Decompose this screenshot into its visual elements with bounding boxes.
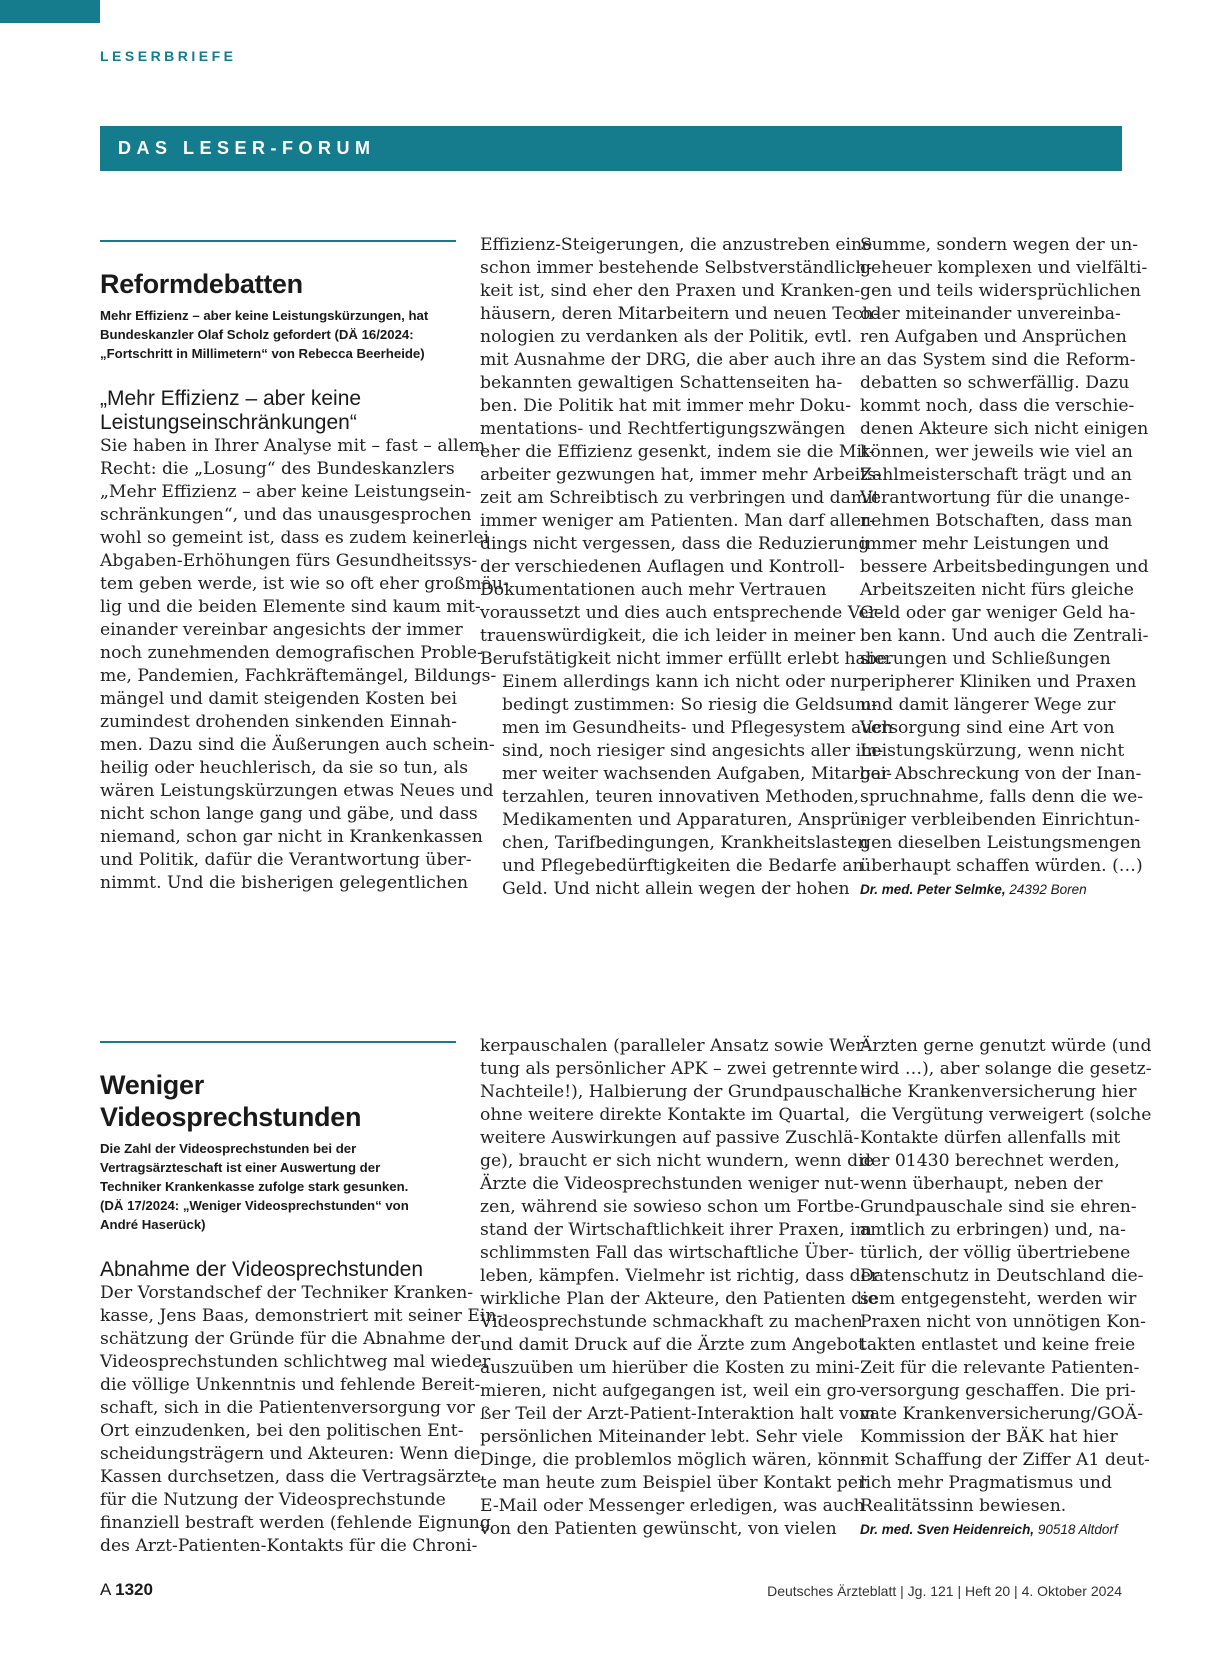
text-line: ben. Die Politik hat mit immer mehr Doku- xyxy=(480,396,852,416)
text-line: peripherer Kliniken und Praxen xyxy=(860,672,1137,692)
text-line: finanziell bestraft werden (fehlende Eignung xyxy=(100,1513,491,1533)
text-line: eher die Effizienz gesenkt, indem sie die Mit- xyxy=(480,442,875,462)
text-line: Abgaben-Erhöhungen fürs Gesundheitssys- xyxy=(100,551,478,571)
text-line: men im Gesundheits- und Pflegesystem auch xyxy=(502,718,894,738)
text-line: nologien zu verdanken als der Politik, evtl. xyxy=(480,327,853,347)
text-line: nicht schon lange gang und gäbe, und dass xyxy=(100,804,478,824)
text-line: Grundpauschale sind sie ehren- xyxy=(860,1197,1137,1217)
text-line: noch zunehmenden demografischen Proble- xyxy=(100,643,483,663)
article-1-column-2 xyxy=(480,234,894,901)
text-line: „Mehr Effizienz – aber keine xyxy=(100,387,362,410)
forum-banner xyxy=(100,126,1122,171)
text-line: Medikamenten und Apparaturen, Ansprü- xyxy=(502,810,867,830)
text-line: die Vergütung verweigert (solche xyxy=(860,1105,1152,1125)
text-line: Leistungskürzung, wenn nicht xyxy=(860,741,1125,761)
text-line: persönlichen Miteinander lebt. Sehr viele xyxy=(480,1427,844,1447)
text-line: Versorgung sind eine Art von xyxy=(860,718,1115,738)
text-line: die völlige Unkenntnis und fehlende Bereit- xyxy=(100,1375,481,1395)
text-line: der 01430 berechnet werden, xyxy=(860,1151,1120,1171)
text-line: lich mehr Pragmatismus und xyxy=(860,1473,1112,1493)
article-2-column-2 xyxy=(480,1035,879,1541)
text-line: Einem allerdings kann ich nicht oder nur xyxy=(502,672,861,692)
text-line: takten entlastet und keine freie xyxy=(860,1335,1136,1355)
text-line: Praxen nicht von unnötigen Kon- xyxy=(860,1312,1146,1332)
text-line: te man heute zum Beispiel über Kontakt per xyxy=(480,1473,867,1493)
text-line: (DÄ 17/2024: „Weniger Videosprechstunden“ von xyxy=(100,1198,409,1213)
text-line: oder miteinander unvereinba- xyxy=(860,304,1121,324)
page-number xyxy=(100,1580,153,1600)
article-1-signature xyxy=(860,880,1122,900)
article-2-rule xyxy=(100,1041,456,1043)
text-line: und Pflegebedürftigkeiten die Bedarfe an xyxy=(502,856,864,876)
text-line: scheidungsträgern und Akteuren: Wenn die xyxy=(100,1444,481,1464)
text-line: vate Krankenversicherung/GOÄ- xyxy=(860,1404,1143,1424)
article-2-intro xyxy=(100,1139,456,1234)
text-line: men. Dazu sind die Äußerungen auch schein- xyxy=(100,735,495,755)
text-line: ren Aufgaben und Ansprüchen xyxy=(860,327,1127,347)
text-line: Zahlmeisterschaft trägt und an xyxy=(860,465,1132,485)
text-line: wohl so gemeint ist, dass es zudem keinerlei xyxy=(100,528,490,548)
text-line: Recht: die „Losung“ des Bundeskanzlers xyxy=(100,459,455,479)
text-line: Geld. Und nicht allein wegen der hohen xyxy=(502,879,850,899)
text-line: dings nicht vergessen, dass die Reduzierung xyxy=(480,534,870,554)
text-line: und damit längerer Wege zur xyxy=(860,695,1116,715)
text-line: zen, während sie sowieso schon um Fortbe- xyxy=(480,1197,860,1217)
article-2-body-col3 xyxy=(860,1035,1152,1518)
article-1-intro xyxy=(100,306,456,363)
text-line: überhaupt schaffen würden. (…) xyxy=(860,856,1143,876)
text-line: E-Mail oder Messenger erledigen, was auch xyxy=(480,1496,865,1516)
text-line: Techniker Krankenkasse zufolge stark gesunken. xyxy=(100,1179,409,1194)
text-line: Verantwortung für die unange- xyxy=(860,488,1130,508)
text-line: einander vereinbar angesichts der immer xyxy=(100,620,463,640)
article-1-column-3 xyxy=(860,234,1149,900)
text-line: Die Zahl der Videosprechstunden bei der xyxy=(100,1141,357,1156)
text-line: können, wer jeweils wie viel an xyxy=(860,442,1133,462)
text-line: liche Krankenversicherung hier xyxy=(860,1082,1137,1102)
text-line: Nachteile!), Halbierung der Grundpauschale xyxy=(480,1082,871,1102)
text-line: terzahlen, teuren innovativen Methoden, xyxy=(502,787,859,807)
text-line: tung als persönlicher APK – zwei getrennte xyxy=(480,1059,858,1079)
text-line: wird …), aber solange die gesetz- xyxy=(860,1059,1152,1079)
text-line: schlimmsten Fall das wirtschaftliche Über- xyxy=(480,1243,854,1263)
text-line: Berufstätigkeit nicht immer erfüllt erlebt habe. xyxy=(480,649,893,669)
text-line: amtlich zu erbringen) und, na- xyxy=(860,1220,1126,1240)
text-line: Arbeitszeiten nicht fürs gleiche xyxy=(860,580,1134,600)
text-line: ßer Teil der Arzt-Patient-Interaktion halt vom xyxy=(480,1404,876,1424)
text-line: mieren, nicht aufgegangen ist, weil ein gro- xyxy=(480,1381,862,1401)
text-line: „Mehr Effizienz – aber keine Leistungsein- xyxy=(100,482,472,502)
text-line: bekannten gewaltigen Schattenseiten ha- xyxy=(480,373,843,393)
top-color-tab xyxy=(0,0,100,23)
article-1-title: Reformdebatten xyxy=(100,269,303,299)
text-line: Ärzten gerne genutzt würde (und xyxy=(860,1036,1152,1056)
article-2-column-3 xyxy=(860,1035,1152,1540)
text-line: spruchnahme, falls denn die we- xyxy=(860,787,1144,807)
text-line: niger verbleibenden Einrichtun- xyxy=(860,810,1141,830)
forum-banner-title: DAS LESER-FORUM xyxy=(118,138,376,158)
text-line: Datenschutz in Deutschland die- xyxy=(860,1266,1144,1286)
text-line: nimmt. Und die bisherigen gelegentlichen xyxy=(100,873,469,893)
text-line: gen und teils widersprüchlichen xyxy=(860,281,1142,301)
article-1-column-1 xyxy=(100,268,509,895)
text-line: heilig oder heuchlerisch, da sie so tun, als xyxy=(100,758,469,778)
text-line: mit Ausnahme der DRG, die aber auch ihre xyxy=(480,350,857,370)
article-2-body-col1 xyxy=(100,1282,503,1558)
article-2-column-1 xyxy=(100,1069,503,1558)
text-line: und damit Druck auf die Ärzte zum Angebot xyxy=(480,1335,865,1355)
article-1-body-col3 xyxy=(860,234,1149,878)
text-line: ge), braucht er sich nicht wundern, wenn die xyxy=(480,1151,874,1171)
article-2-signature-place: 90518 Altdorf xyxy=(1037,1522,1118,1537)
text-line: André Haserück) xyxy=(100,1217,206,1232)
article-2-body-col2 xyxy=(480,1035,879,1541)
text-line: Der Vorstandschef der Techniker Kranken- xyxy=(100,1283,474,1303)
text-line: Kassen durchsetzen, dass die Vertragsärzte xyxy=(100,1467,482,1487)
text-line: Videosprechstunde schmackhaft zu machen xyxy=(480,1312,863,1332)
journal-volume: Jg. 121 xyxy=(907,1583,954,1599)
text-line: sierungen und Schließungen xyxy=(860,649,1111,669)
text-line: kommt noch, dass die verschie- xyxy=(860,396,1135,416)
text-line: gen dieselben Leistungsmengen xyxy=(860,833,1142,853)
text-line: Effizienz-Steigerungen, die anzustreben eine xyxy=(480,235,873,255)
article-2-signature xyxy=(860,1520,1122,1540)
page-number-value: 1320 xyxy=(115,1580,153,1599)
text-line: arbeiter gezwungen hat, immer mehr Arbeits- xyxy=(480,465,882,485)
text-line: voraussetzt und dies auch entsprechende Ver- xyxy=(480,603,883,623)
text-line: stand der Wirtschaftlichkeit ihrer Praxen, im xyxy=(480,1220,872,1240)
text-line: Bundeskanzler Olaf Scholz gefordert (DÄ 16/2024: xyxy=(100,327,414,342)
text-line: der verschiedenen Auflagen und Kontroll- xyxy=(480,557,845,577)
article-2-signature-name: Dr. med. Sven Heidenreich, xyxy=(860,1522,1035,1537)
text-line: schaft, sich in die Patientenversorgung vor xyxy=(100,1398,475,1418)
text-line: ohne weitere direkte Kontakte im Quartal, xyxy=(480,1105,851,1125)
text-line: me, Pandemien, Fachkräftemängel, Bildungs- xyxy=(100,666,497,686)
article-1-subheading xyxy=(100,387,456,435)
text-line: Zeit für die relevante Patienten- xyxy=(860,1358,1140,1378)
text-line: debatten so schwerfällig. Dazu xyxy=(860,373,1130,393)
text-line: bessere Arbeitsbedingungen und xyxy=(860,557,1149,577)
text-line: wirkliche Plan der Akteure, den Patienten die xyxy=(480,1289,878,1309)
text-line: zeit am Schreibtisch zu verbringen und damit xyxy=(480,488,880,508)
text-line: für die Nutzung der Videosprechstunde xyxy=(100,1490,446,1510)
text-line: kasse, Jens Baas, demonstriert mit seiner Ein- xyxy=(100,1306,503,1326)
text-line: niemand, schon gar nicht in Krankenkassen xyxy=(100,827,483,847)
article-1-signature-place: 24392 Boren xyxy=(1009,882,1087,897)
text-line: von den Patienten gewünscht, von vielen xyxy=(480,1519,837,1539)
text-line: häusern, deren Mitarbeitern und neuen Tech- xyxy=(480,304,880,324)
article-2-title: Weniger Videosprechstunden xyxy=(100,1070,362,1132)
text-line: bedingt zustimmen: So riesig die Geldsum- xyxy=(502,695,878,715)
text-line: Geld oder gar weniger Geld ha- xyxy=(860,603,1136,623)
article-1-body-col2-p1 xyxy=(480,234,893,671)
section-label: LESERBRIEFE xyxy=(100,48,237,64)
text-line: schränkungen“, und das unausgesprochen xyxy=(100,505,472,525)
text-line: Dinge, die problemlos möglich wären, könn- xyxy=(480,1450,867,1470)
text-line: keit ist, sind eher den Praxen und Kranken- xyxy=(480,281,861,301)
text-line: mentations- und Rechtfertigungszwängen xyxy=(480,419,846,439)
text-line: Vertragsärzteschaft ist einer Auswertung der xyxy=(100,1160,381,1175)
text-line: „Fortschritt in Millimetern“ von Rebecca Beerheide) xyxy=(100,346,425,361)
text-line: sind, noch riesiger sind angesichts aller im- xyxy=(502,741,884,761)
text-line: denen Akteure sich nicht einigen xyxy=(860,419,1149,439)
journal-issue: Heft 20 xyxy=(965,1583,1011,1599)
journal-date: 4. Oktober 2024 xyxy=(1021,1583,1122,1599)
text-line: nehmen Botschaften, dass man xyxy=(860,511,1133,531)
text-line: Mehr Effizienz – aber keine Leistungskürzungen, hat xyxy=(100,308,429,323)
text-line: auszuüben um hierüber die Kosten zu mini- xyxy=(480,1358,860,1378)
text-line: Dokumentationen auch mehr Vertrauen xyxy=(480,580,827,600)
text-line: Realitätssinn bewiesen. xyxy=(860,1496,1067,1516)
text-line: Sie haben in Ihrer Analyse mit – fast – allem xyxy=(100,436,486,456)
journal-footer: Deutsches Ärzteblatt | Jg. 121 | Heft 20 | 4. Oktober 2024 xyxy=(767,1583,1122,1599)
text-line: versorgung geschaffen. Die pri- xyxy=(860,1381,1136,1401)
text-line: chen, Tarifbedingungen, Krankheitslasten xyxy=(502,833,869,853)
text-line: ben kann. Und auch die Zentrali- xyxy=(860,626,1149,646)
text-line: wenn überhaupt, neben der xyxy=(860,1174,1103,1194)
journal-name: Deutsches Ärzteblatt xyxy=(767,1583,897,1599)
article-1-rule xyxy=(100,240,456,242)
text-line: mängel und damit steigenden Kosten bei xyxy=(100,689,457,709)
text-line: Summe, sondern wegen der un- xyxy=(860,235,1139,255)
article-1-body-col1 xyxy=(100,435,509,895)
text-line: wären Leistungskürzungen etwas Neues und xyxy=(100,781,494,801)
text-line: des Arzt-Patienten-Kontakts für die Chroni- xyxy=(100,1536,478,1556)
text-line: lig und die beiden Elemente sind kaum mit- xyxy=(100,597,481,617)
text-line: Kontakte dürfen allenfalls mit xyxy=(860,1128,1121,1148)
text-line: schätzung der Gründe für die Abnahme der xyxy=(100,1329,481,1349)
text-line: schon immer bestehende Selbstverständlich- xyxy=(480,258,873,278)
text-line: Videosprechstunden schlichtweg mal wieder xyxy=(100,1352,491,1372)
text-line: leben, kämpfen. Vielmehr ist richtig, dass der xyxy=(480,1266,879,1286)
text-line: immer weniger am Patienten. Man darf aller- xyxy=(480,511,876,531)
text-line: sem entgegensteht, werden wir xyxy=(860,1289,1137,1309)
text-line: trauenswürdigkeit, die ich leider in meiner xyxy=(480,626,856,646)
text-line: Leistungseinschränkungen“ xyxy=(100,411,357,434)
text-line: Ort einzudenken, bei den politischen Ent- xyxy=(100,1421,464,1441)
article-1-body-col2-p2 xyxy=(480,671,894,901)
text-line: gar Abschreckung von der Inan- xyxy=(860,764,1142,784)
text-line: mit Schaffung der Ziffer A1 deut- xyxy=(860,1450,1150,1470)
text-line: weitere Auswirkungen auf passive Zuschlä- xyxy=(480,1128,860,1148)
text-line: und Politik, dafür die Verantwortung über- xyxy=(100,850,472,870)
text-line: kerpauschalen (paralleler Ansatz sowie Wer- xyxy=(480,1036,870,1056)
text-line: immer mehr Leistungen und xyxy=(860,534,1109,554)
text-line: Kommission der BÄK hat hier xyxy=(860,1427,1118,1447)
article-2-subheading: Abnahme der Videosprechstunden xyxy=(100,1258,424,1281)
text-line: an das System sind die Reform- xyxy=(860,350,1136,370)
text-line: zumindest drohenden sinkenden Einnah- xyxy=(100,712,457,732)
text-line: geheuer komplexen und vielfälti- xyxy=(860,258,1148,278)
article-1-signature-name: Dr. med. Peter Selmke, xyxy=(860,882,1006,897)
text-line: tem geben werde, ist wie so oft eher großmäu- xyxy=(100,574,509,594)
text-line: Ärzte die Videosprechstunden weniger nut- xyxy=(480,1174,860,1194)
text-line: türlich, der völlig übertriebene xyxy=(860,1243,1131,1263)
page-prefix: A xyxy=(100,1580,111,1599)
text-line: mer weiter wachsenden Aufgaben, Mitarbei- xyxy=(502,764,892,784)
